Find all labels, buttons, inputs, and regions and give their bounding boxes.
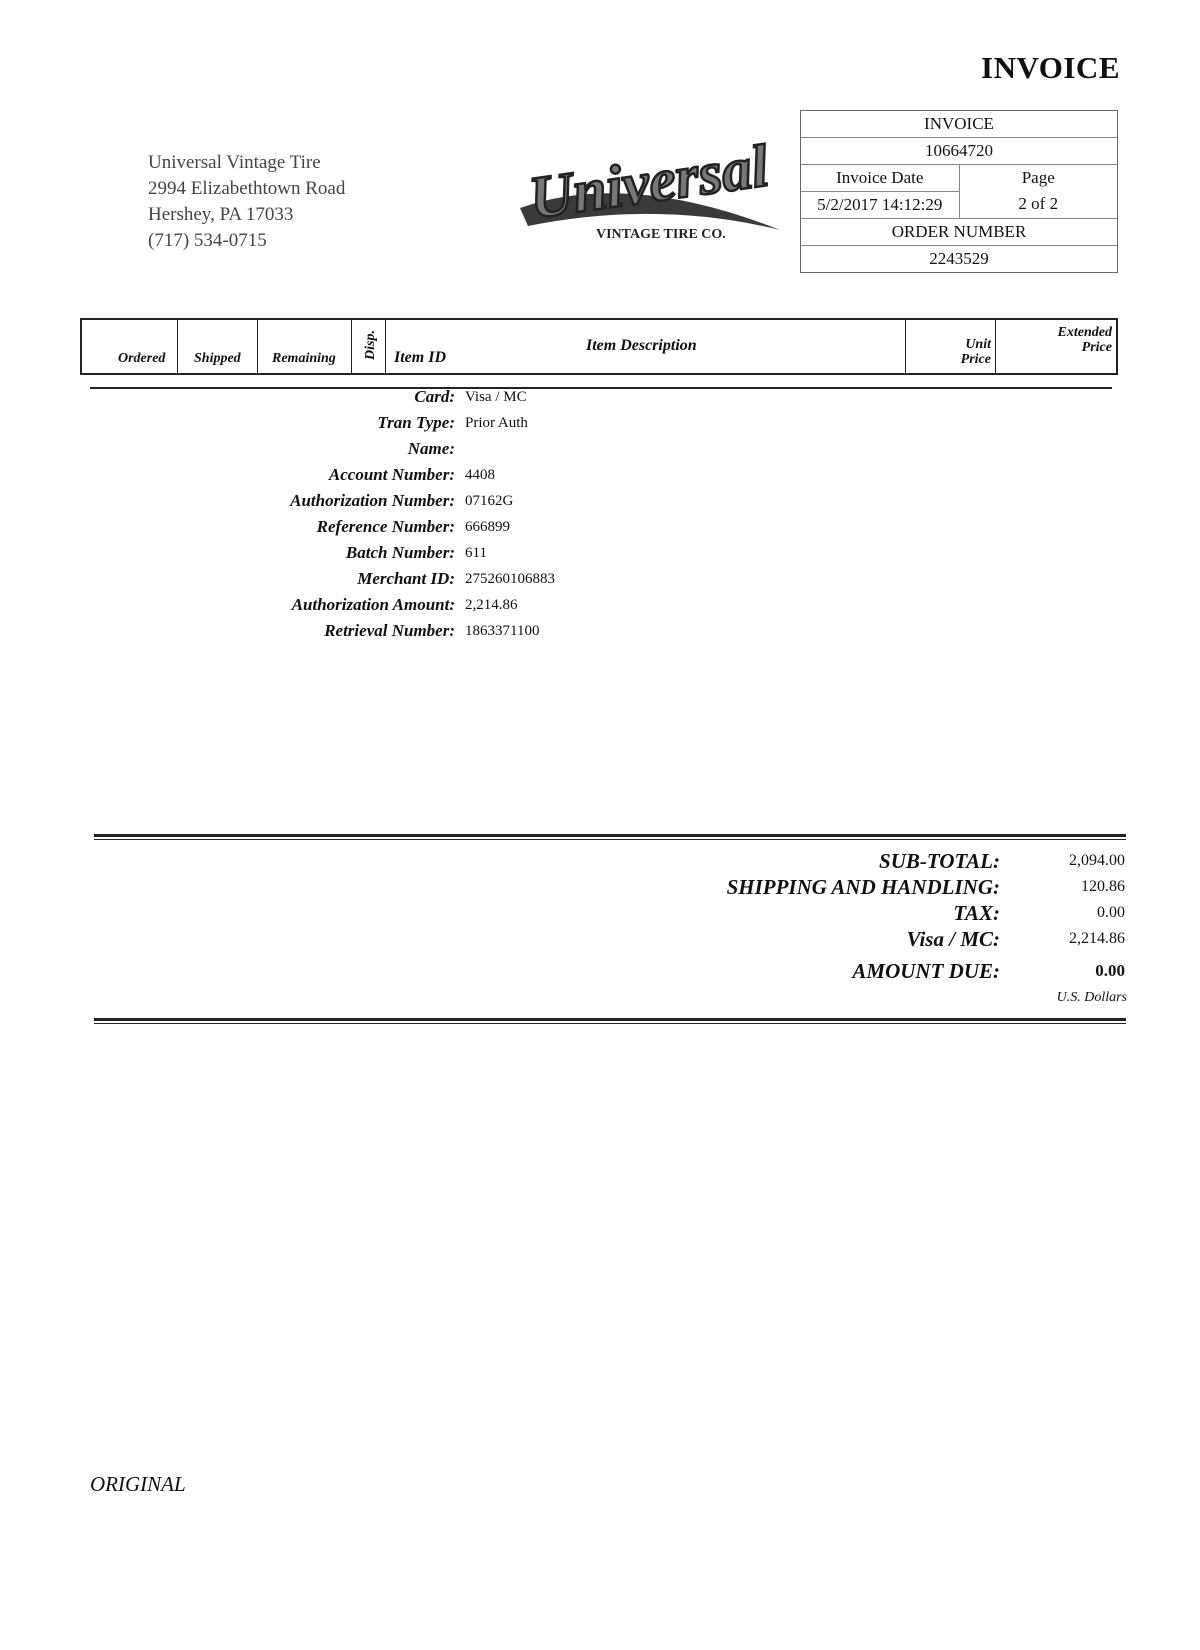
logo-tagline: VINTAGE TIRE CO.: [596, 227, 726, 242]
payment-label: Card:: [414, 387, 455, 406]
payment-row: [90, 592, 790, 618]
header-unit-price-line2: Price: [960, 352, 991, 367]
company-name: Universal Vintage Tire: [148, 152, 321, 173]
header-extended-price-line2: Price: [1081, 340, 1112, 355]
totals-value: 0.00: [1095, 961, 1125, 980]
payment-row: [90, 618, 790, 644]
header-ordered: Ordered: [118, 351, 166, 366]
totals-label: SHIPPING AND HANDLING:: [726, 874, 1000, 899]
payment-value: 611: [465, 545, 487, 561]
payment-label: Reference Number:: [316, 517, 455, 536]
logo-wordmark: Universal: [525, 132, 773, 232]
header-unit-price: [961, 337, 991, 367]
payment-value: 07162G: [465, 493, 514, 509]
company-address-line1: 2994 Elizabethtown Road: [148, 178, 346, 199]
totals-row: [600, 874, 1125, 900]
totals-row: [600, 848, 1125, 874]
totals-value: 2,214.86: [1069, 930, 1125, 947]
header-item-id: Item ID: [394, 349, 446, 366]
invoice-date: 5/2/2017 14:12:29: [817, 195, 943, 214]
document-title: INVOICE: [981, 50, 1120, 85]
payment-label: Retrieval Number:: [324, 621, 455, 640]
header-extended-price: [1058, 325, 1112, 355]
payment-row: [90, 514, 790, 540]
order-number-label: ORDER NUMBER: [801, 219, 1117, 246]
order-number: 2243529: [929, 249, 989, 268]
header-shipped: Shipped: [194, 351, 241, 366]
payment-row: [90, 436, 790, 462]
totals-value: 120.86: [1081, 878, 1125, 895]
invoice-info-box: [800, 110, 1118, 273]
totals-label: SUB-TOTAL:: [879, 848, 1000, 873]
header-extended-price-line1: Extended: [1057, 325, 1112, 340]
header-unit-price-line1: Unit: [965, 337, 991, 352]
header-remaining: Remaining: [272, 351, 336, 366]
payment-row: [90, 540, 790, 566]
payment-value: 1863371100: [465, 623, 540, 639]
payment-label: Name:: [407, 439, 455, 458]
header-item-description: Item Description: [586, 337, 697, 354]
payment-row: [90, 384, 790, 410]
totals-label: AMOUNT DUE:: [852, 958, 1000, 983]
currency-note: U.S. Dollars: [1056, 990, 1127, 1005]
copy-label: ORIGINAL: [90, 1472, 186, 1496]
payment-label: Tran Type:: [377, 413, 455, 432]
payment-row: [90, 566, 790, 592]
payment-value: Visa / MC: [465, 389, 527, 405]
item-table-header: [80, 318, 1118, 375]
totals-value: 0.00: [1097, 904, 1125, 921]
invoice-date-label: Invoice Date: [801, 165, 959, 192]
company-phone: (717) 534-0715: [148, 230, 267, 251]
payment-label: Merchant ID:: [357, 569, 455, 588]
payment-row: [90, 488, 790, 514]
company-address-line2: Hershey, PA 17033: [148, 204, 294, 225]
payment-value: 275260106883: [465, 571, 555, 587]
totals-block: [600, 848, 1125, 984]
payment-value: 666899: [465, 519, 510, 535]
payment-row: [90, 462, 790, 488]
invoice-label: INVOICE: [801, 111, 1117, 138]
invoice-number: 10664720: [801, 138, 1117, 165]
totals-row: [600, 958, 1125, 984]
payment-label: Authorization Amount:: [291, 595, 455, 614]
page-label: Page: [1021, 168, 1055, 187]
header-disp: Disp.: [362, 330, 378, 360]
page-value: 2 of 2: [1018, 194, 1059, 213]
totals-bottom-rule: [94, 1018, 1126, 1024]
totals-label: Visa / MC:: [906, 926, 1000, 951]
company-logo: [508, 130, 788, 248]
payment-value: 4408: [465, 467, 495, 483]
payment-label: Account Number:: [328, 465, 455, 484]
totals-row: [600, 900, 1125, 926]
totals-value: 2,094.00: [1069, 852, 1125, 869]
totals-label: TAX:: [953, 900, 1000, 925]
payment-row: [90, 410, 790, 436]
totals-top-rule: [94, 834, 1126, 840]
payment-label: Batch Number:: [345, 543, 455, 562]
payment-value: 2,214.86: [465, 597, 518, 613]
payment-details: [90, 384, 790, 644]
payment-label: Authorization Number:: [290, 491, 455, 510]
payment-value: Prior Auth: [465, 415, 528, 431]
company-address-block: [148, 150, 345, 254]
totals-row: [600, 926, 1125, 952]
